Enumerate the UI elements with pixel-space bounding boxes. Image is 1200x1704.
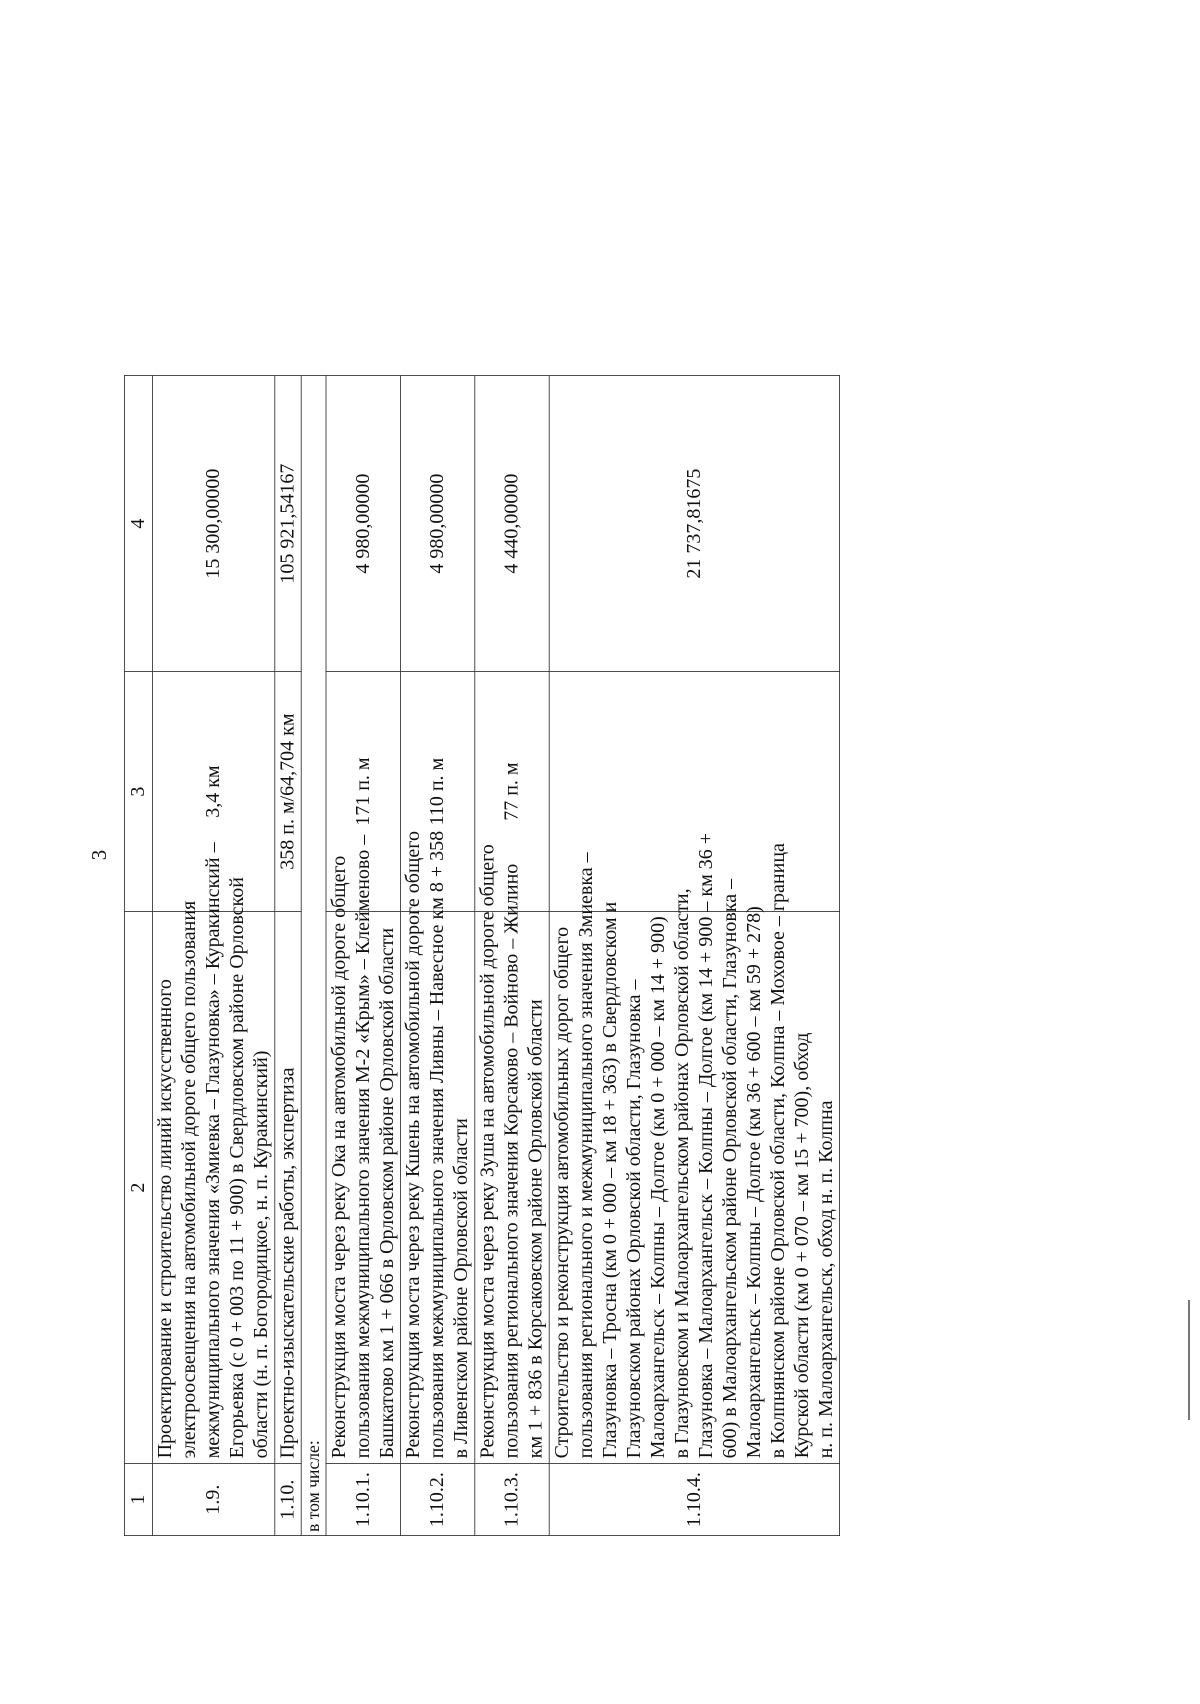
row-number: 1.10.1. <box>326 1464 400 1536</box>
subheader-row <box>301 376 326 1536</box>
description-line: в Глазуновском и Малоархангельском районах Орловской области, <box>671 888 693 1459</box>
row-number: 1.10. <box>275 1464 301 1536</box>
description-line: Малоархангельск – Колпны – Долгое (км 0 + 000 – км 14 + 900) <box>647 916 669 1459</box>
description-line: пользования регионального и межмуниципального значения Змиевка – <box>575 852 597 1459</box>
row-amount: 15 300,00000 <box>152 376 274 672</box>
header-cell: 3 <box>124 672 152 912</box>
table-row <box>549 376 839 1536</box>
table-row <box>152 376 274 1536</box>
row-description <box>152 842 274 1464</box>
row-description <box>475 844 549 1464</box>
row-measure: 110 п. м <box>400 672 474 912</box>
row-amount: 4 440,00000 <box>475 376 549 672</box>
row-number: 1.10.4. <box>549 1464 839 1536</box>
description-line: Проектно-изыскательские работы, экспертиза <box>276 1067 299 1459</box>
row-description <box>549 832 839 1464</box>
description-line: Глазуновском районах Орловской области, Глазуновка – <box>623 979 645 1459</box>
description-line: Курской области (км 0 + 070 – км 15 + 700), обход <box>791 1032 813 1459</box>
description-line: электроосвещения на автомобильной дороге общего пользования <box>178 900 200 1459</box>
table-row <box>400 376 474 1536</box>
header-cell: 2 <box>124 912 152 1464</box>
page-number: 3 <box>87 849 111 861</box>
description-line: Малоархангельск – Колпны – Долгое (км 36 + 600 – км 59 + 278) <box>743 906 765 1459</box>
description-line: пользования межмуниципального значения Ливны – Навесное км 8 + 358 <box>426 830 448 1459</box>
description-line: Реконструкция моста через реку Зуша на автомобильной дороге общего <box>476 844 499 1459</box>
description-line: Реконструкция моста через реку Ока на автомобильной дороге общего <box>328 855 350 1459</box>
table-row <box>475 376 549 1536</box>
description-line: в Колпнянском районе Орловской области, Колпна – Моховое – граница <box>767 843 789 1459</box>
description-line: Строительство и реконструкция автомобильных дорог общего <box>551 926 573 1459</box>
rotated-page <box>124 86 1200 1532</box>
subheader-label: в том числе: <box>301 376 326 1536</box>
scan-edge-mark <box>1188 1300 1190 1420</box>
row-measure: 358 п. м/64,704 км <box>275 672 301 912</box>
row-number: 1.10.2. <box>400 1464 474 1536</box>
row-measure: 3,4 км <box>152 672 274 912</box>
description-line: области (н. п. Богородицкое, н. п. Куракинский) <box>250 1050 272 1459</box>
description-line: Глазуновка – Тросна (км 0 + 000 – км 18 + 363) в Свердловском и <box>599 901 621 1459</box>
description-line: Глазуновка – Малоархангельск – Колпны – Долгое (км 14 + 900 – км 36 + <box>695 832 717 1459</box>
description-line: Башкатово км 1 + 066 в Орловском районе Орловской области <box>376 927 398 1459</box>
description-line: Проектирование и строительство линий искусственного <box>154 979 176 1459</box>
description-line: Егорьевка (с 0 + 003 по 11 + 900) в Свердловском районе Орловской <box>226 877 248 1459</box>
description-line: н. п. Малоархангельск, обход н. п. Колпна <box>815 1100 837 1459</box>
description-line: межмуниципального значения «Змиевка – Глазуновка» – Куракинский – <box>202 842 224 1459</box>
row-measure: 171 п. м <box>326 672 400 912</box>
row-number: 1.9. <box>152 1464 274 1536</box>
description-line: Реконструкция моста через реку Кшень на автомобильной дороге общего <box>402 831 424 1459</box>
document-sheet <box>124 376 876 1536</box>
row-description <box>326 834 400 1464</box>
row-measure: 77 п. м <box>475 672 549 912</box>
table-row <box>275 376 301 1536</box>
description-line: в Ливенском районе Орловской области <box>450 1118 472 1459</box>
table-row <box>326 376 400 1536</box>
table-header-row <box>124 376 152 1536</box>
row-number: 1.10.3. <box>475 1464 549 1536</box>
row-amount: 21 737,81675 <box>549 376 839 672</box>
row-amount: 4 980,00000 <box>400 376 474 672</box>
row-amount: 105 921,54167 <box>275 376 301 672</box>
header-cell: 4 <box>124 376 152 672</box>
header-cell: 1 <box>124 1464 152 1536</box>
description-line: пользования межмуниципального значения М-2 «Крым» – Клейменово – <box>352 834 374 1459</box>
work-items-table <box>124 375 840 1536</box>
description-line: км 1 + 836 в Корсаковском районе Орловской области <box>524 999 547 1459</box>
row-description <box>400 830 474 1464</box>
row-description <box>275 912 301 1464</box>
description-line: 600) в Малоархангельском районе Орловской области, Глазуновка – <box>719 878 741 1459</box>
row-amount: 4 980,00000 <box>326 376 400 672</box>
description-line: пользования регионального значения Корсаково – Войново – Жилино <box>500 863 523 1459</box>
